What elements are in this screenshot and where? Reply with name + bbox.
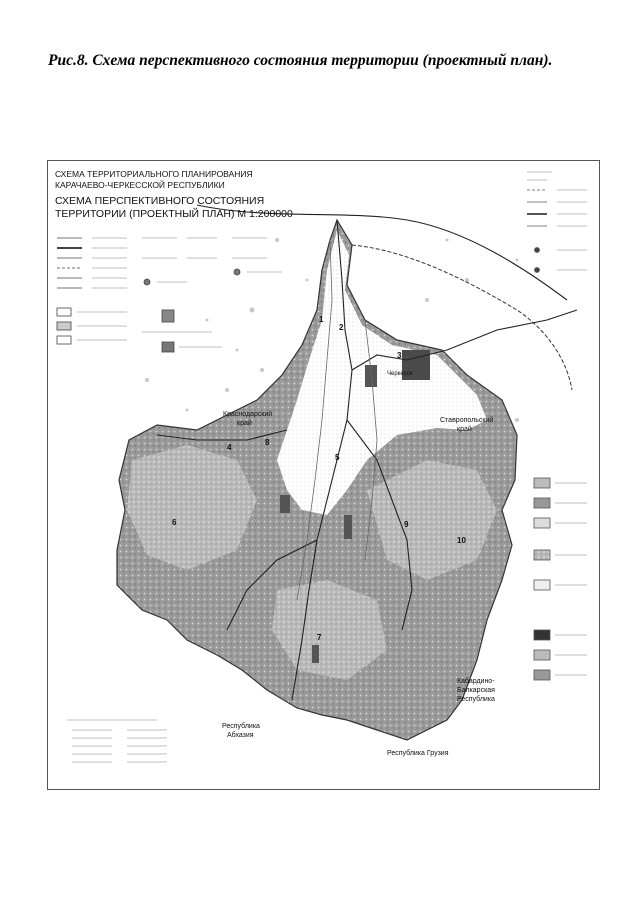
- map-title-line-1: СХЕМА ТЕРРИТОРИАЛЬНОГО ПЛАНИРОВАНИЯ: [55, 169, 253, 179]
- district-number: 1: [319, 315, 324, 324]
- label-stavropol: Ставропольский: [440, 417, 494, 424]
- district-number: 10: [457, 536, 466, 545]
- settlement-area: [280, 495, 290, 513]
- map-subtitle-line-2: ТЕРРИТОРИИ (ПРОЕКТНЫЙ ПЛАН) М 1:200000: [55, 208, 293, 220]
- district-number: 4: [227, 443, 232, 452]
- district-number: 9: [404, 520, 409, 529]
- label-cherkessk: Черкесск: [387, 371, 413, 377]
- settlement-area: [344, 515, 352, 539]
- figure-caption: Рис.8. Схема перспективного состояния территории (проектный план).: [48, 52, 553, 69]
- label-abkhazia: Абхазия: [227, 732, 254, 739]
- label-georgia: Республика Грузия: [387, 750, 449, 757]
- label-kbr: Кабардино-: [457, 678, 495, 685]
- label-abkhazia: Республика: [222, 723, 260, 730]
- district-number: 3: [397, 351, 402, 360]
- settlement-area: [312, 645, 319, 663]
- territorial-planning-map: [47, 160, 600, 790]
- district-number: 2: [339, 323, 344, 332]
- map-title-line-2: КАРАЧАЕВО-ЧЕРКЕССКОЙ РЕСПУБЛИКИ: [55, 180, 225, 190]
- map-subtitle-line-1: СХЕМА ПЕРСПЕКТИВНОГО СОСТОЯНИЯ: [55, 195, 265, 207]
- label-kbr: Республика: [457, 696, 495, 703]
- district-number: 6: [172, 518, 177, 527]
- district-number: 5: [335, 453, 340, 462]
- label-kbr: Балкарская: [457, 687, 495, 694]
- label-krasnodar: Краснодарский: [223, 411, 273, 418]
- district-number: 7: [317, 633, 322, 642]
- label-krasnodar: край: [237, 420, 252, 427]
- district-number: 8: [265, 438, 270, 447]
- label-stavropol: край: [457, 426, 472, 433]
